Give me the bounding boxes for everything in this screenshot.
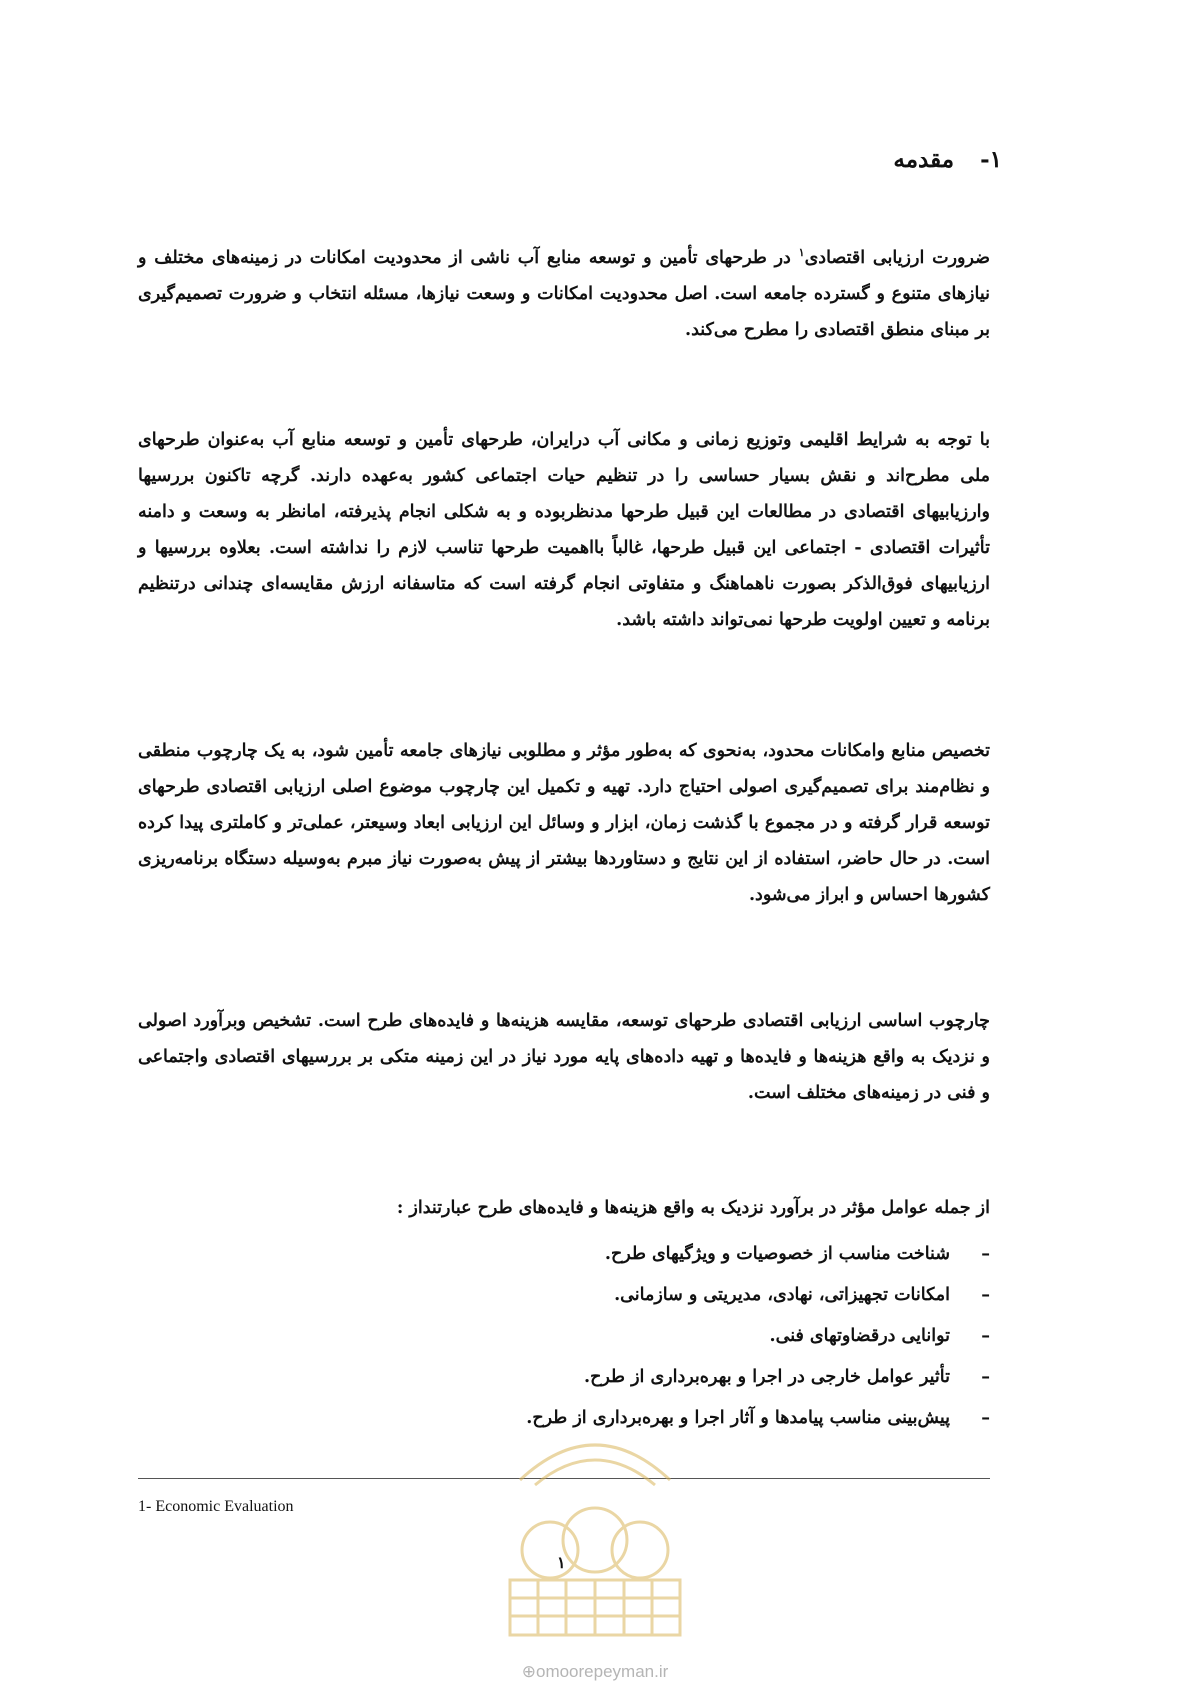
paragraph-4: چارچوب اساسی ارزیابی اقتصادی طرحهای توسعه، مقایسه هزینه‌ها و فایده‌های طرح است. تشخیص وبرآورد اصولی و نزدیک به واقع هزینه‌ها و فایده‌ها و تهیه داده‌های پایه مورد نیاز در این زمینه متکی بر بررسیهای اقتصادی واجتماعی و فنی در زمینه‌های مختلف است. xyxy=(138,1011,990,1103)
watermark-site-text: omoorepeyman.ir xyxy=(535,1662,669,1681)
page-number: ۱ xyxy=(557,1553,566,1572)
paragraph-5: از جمله عوامل مؤثر در برآورد نزدیک به واقع هزینه‌ها و فایده‌های طرح عبارتنداز : xyxy=(396,1198,990,1218)
list-item xyxy=(290,1234,990,1275)
section-number: ۱- xyxy=(980,146,1002,173)
list-item-text: تأثیر عوامل خارجی در اجرا و بهره‌برداری از طرح. xyxy=(584,1367,950,1387)
watermark-logo-icon xyxy=(480,1400,710,1640)
paragraph-1-rest: در طرحهای تأمین و توسعه منابع آب ناشی از محدودیت امکانات در زمینه‌های مختلف و نیازهای متنوع و گسترده جامعه است. اصل محدودیت امکانات و وسعت نیازها، مسئله انتخاب و ضرورت تصمیم‌گیری بر مبنای منطق اقتصادی را مطرح می‌کند. xyxy=(138,247,990,340)
watermark-site xyxy=(0,1662,1190,1682)
list-item-text: شناخت مناسب از خصوصیات و ویژگیهای طرح. xyxy=(604,1244,950,1264)
list-item-text: امکانات تجهیزاتی، نهادی، مدیریتی و سازمانی. xyxy=(614,1285,950,1305)
section-title: مقدمه xyxy=(893,146,955,173)
list-dash: – xyxy=(981,1326,990,1346)
paragraph-2: با توجه به شرایط اقلیمی وتوزیع زمانی و مکانی آب درایران، طرحهای تأمین و توسعه منابع آب به‌عنوان طرحهای ملی مطرح‌اند و نقش بسیار حساسی را در تنظیم حیات اجتماعی کشور به‌عهده دارند. گرچه تاکنون بررسیها وارزیابیهای اقتصادی در مطالعات این قبیل طرحها مدنظربوده و به شکلی انجام پذیرفته، امانظر به وسعت و دامنه تأثیرات اقتصادی - اجتماعی این قبیل طرحها، غالباً بااهمیت طرحها تناسب لازم را نداشته است. بعلاوه بررسیها و ارزیابیهای فوق‌الذکر بصورت ناهماهنگ و متفاوتی انجام گرفته است که متاسفانه ارزش مقایسه‌ای چندانی درتنظیم برنامه و تعیین اولویت طرحها نمی‌تواند داشته باشد. xyxy=(138,430,990,630)
list-dash: – xyxy=(981,1367,990,1387)
paragraph-1-start: ضرورت ارزیابی اقتصادی xyxy=(804,247,990,268)
list-item-text: توانایی درقضاوتهای فنی. xyxy=(769,1326,950,1346)
list-dash: – xyxy=(981,1408,990,1428)
list-dash: – xyxy=(981,1244,990,1264)
footnote-ref[interactable]: ۱ xyxy=(798,246,805,259)
section-heading xyxy=(893,146,1002,173)
list-item-text: پیش‌بینی مناسب پیامدها و آثار اجرا و بهره‌برداری از طرح. xyxy=(526,1408,950,1428)
list-item xyxy=(290,1357,990,1398)
list-item xyxy=(290,1275,990,1316)
paragraph-3: تخصیص منابع وامکانات محدود، به‌نحوی که به‌طور مؤثر و مطلوبی نیازهای جامعه تأمین شود، به یک چارچوب منطقی و نظام‌مند برای تصمیم‌گیری اصولی احتیاج دارد. تهیه و تکمیل این چارچوب موضوع اصلی ارزیابی اقتصادی طرحهای توسعه قرار گرفته و در مجموع با گذشت زمان، ابزار و وسائل این ارزیابی ابعاد وسیعتر، عملی‌تر و کاملتری پیدا کرده است. در حال حاضر، استفاده از این نتایج و دستاوردها بیشتر از پیش به‌صورت نیاز مبرم به‌وسیله دستگاه برنامه‌ریزی کشورها احساس و ابراز می‌شود. xyxy=(138,741,990,905)
globe-icon: ⊕ xyxy=(521,1662,536,1681)
list-dash: – xyxy=(981,1285,990,1305)
footnote-text: 1- Economic Evaluation xyxy=(138,1498,294,1515)
paragraph-1 xyxy=(138,235,990,348)
list-item xyxy=(290,1316,990,1357)
